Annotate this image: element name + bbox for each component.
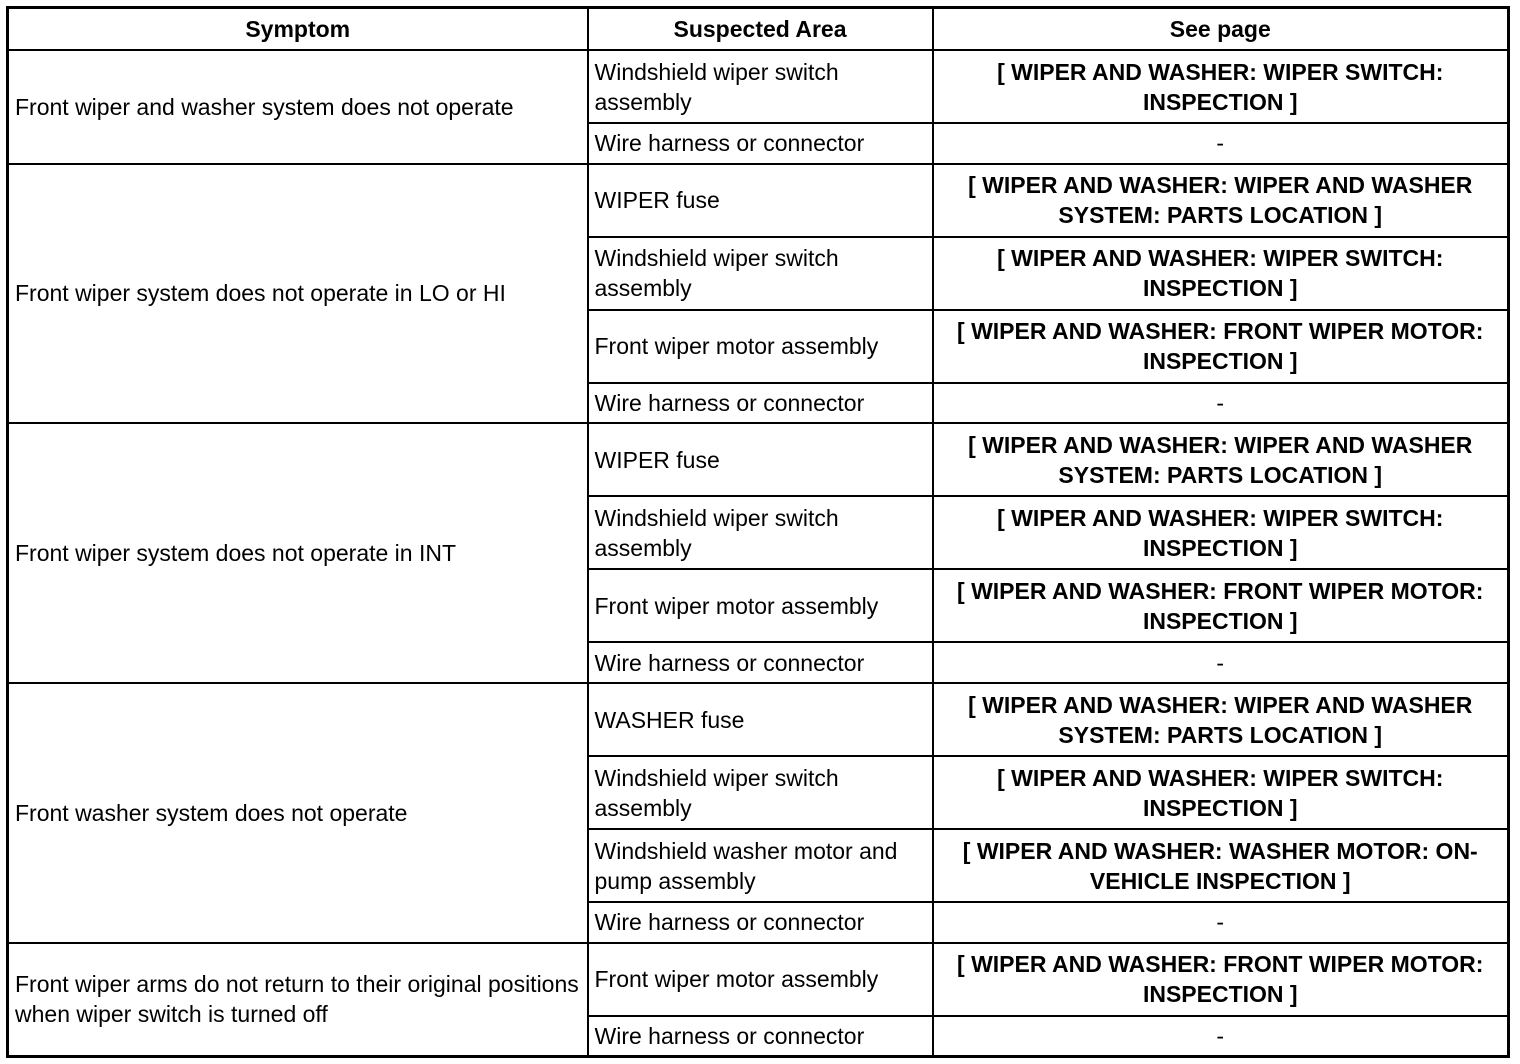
symptom-cell: Front wiper and washer system does not operate bbox=[8, 50, 588, 164]
see-page-link[interactable]: [ WIPER AND WASHER: FRONT WIPER MOTOR: INSPECTION ] bbox=[933, 569, 1509, 642]
see-page-link[interactable]: [ WIPER AND WASHER: WIPER SWITCH: INSPECTION ] bbox=[933, 756, 1509, 829]
suspected-area-cell: WIPER fuse bbox=[588, 164, 933, 237]
see-page-link[interactable]: [ WIPER AND WASHER: WIPER SWITCH: INSPECTION ] bbox=[933, 496, 1509, 569]
see-page-link[interactable]: [ WIPER AND WASHER: WIPER AND WASHER SYSTEM: PARTS LOCATION ] bbox=[933, 164, 1509, 237]
see-page-none: - bbox=[933, 383, 1509, 424]
see-page-link[interactable]: [ WIPER AND WASHER: WIPER SWITCH: INSPECTION ] bbox=[933, 50, 1509, 123]
suspected-area-cell: Windshield wiper switch assembly bbox=[588, 756, 933, 829]
symptom-cell: Front wiper arms do not return to their original positions when wiper switch is turned off bbox=[8, 943, 588, 1057]
see-page-link[interactable]: [ WIPER AND WASHER: WASHER MOTOR: ON-VEHICLE INSPECTION ] bbox=[933, 829, 1509, 902]
symptom-cell: Front wiper system does not operate in LO or HI bbox=[8, 164, 588, 424]
header-symptom: Symptom bbox=[8, 8, 588, 51]
suspected-area-cell: Wire harness or connector bbox=[588, 642, 933, 683]
suspected-area-cell: WASHER fuse bbox=[588, 683, 933, 756]
see-page-none: - bbox=[933, 1016, 1509, 1057]
symptom-cell: Front washer system does not operate bbox=[8, 683, 588, 943]
see-page-none: - bbox=[933, 123, 1509, 164]
suspected-area-cell: Windshield wiper switch assembly bbox=[588, 496, 933, 569]
suspected-area-cell: Wire harness or connector bbox=[588, 383, 933, 424]
suspected-area-cell: Front wiper motor assembly bbox=[588, 943, 933, 1016]
suspected-area-cell: WIPER fuse bbox=[588, 423, 933, 496]
header-suspected-area: Suspected Area bbox=[588, 8, 933, 51]
suspected-area-cell: Wire harness or connector bbox=[588, 1016, 933, 1057]
table-row bbox=[8, 50, 1509, 123]
see-page-link[interactable]: [ WIPER AND WASHER: WIPER AND WASHER SYSTEM: PARTS LOCATION ] bbox=[933, 683, 1509, 756]
see-page-link[interactable]: [ WIPER AND WASHER: FRONT WIPER MOTOR: INSPECTION ] bbox=[933, 310, 1509, 383]
symptom-table bbox=[6, 6, 1510, 1058]
see-page-none: - bbox=[933, 902, 1509, 943]
suspected-area-cell: Front wiper motor assembly bbox=[588, 310, 933, 383]
see-page-link[interactable]: [ WIPER AND WASHER: FRONT WIPER MOTOR: INSPECTION ] bbox=[933, 943, 1509, 1016]
table-row bbox=[8, 423, 1509, 496]
see-page-link[interactable]: [ WIPER AND WASHER: WIPER AND WASHER SYSTEM: PARTS LOCATION ] bbox=[933, 423, 1509, 496]
suspected-area-cell: Front wiper motor assembly bbox=[588, 569, 933, 642]
header-row bbox=[8, 8, 1509, 51]
header-see-page: See page bbox=[933, 8, 1509, 51]
symptom-cell: Front wiper system does not operate in INT bbox=[8, 423, 588, 683]
suspected-area-cell: Windshield wiper switch assembly bbox=[588, 237, 933, 310]
table-row bbox=[8, 683, 1509, 756]
see-page-link[interactable]: [ WIPER AND WASHER: WIPER SWITCH: INSPECTION ] bbox=[933, 237, 1509, 310]
suspected-area-cell: Windshield wiper switch assembly bbox=[588, 50, 933, 123]
suspected-area-cell: Windshield washer motor and pump assembly bbox=[588, 829, 933, 902]
table-row bbox=[8, 164, 1509, 237]
see-page-none: - bbox=[933, 642, 1509, 683]
suspected-area-cell: Wire harness or connector bbox=[588, 902, 933, 943]
table-body bbox=[8, 50, 1509, 1057]
table-row bbox=[8, 943, 1509, 1016]
suspected-area-cell: Wire harness or connector bbox=[588, 123, 933, 164]
